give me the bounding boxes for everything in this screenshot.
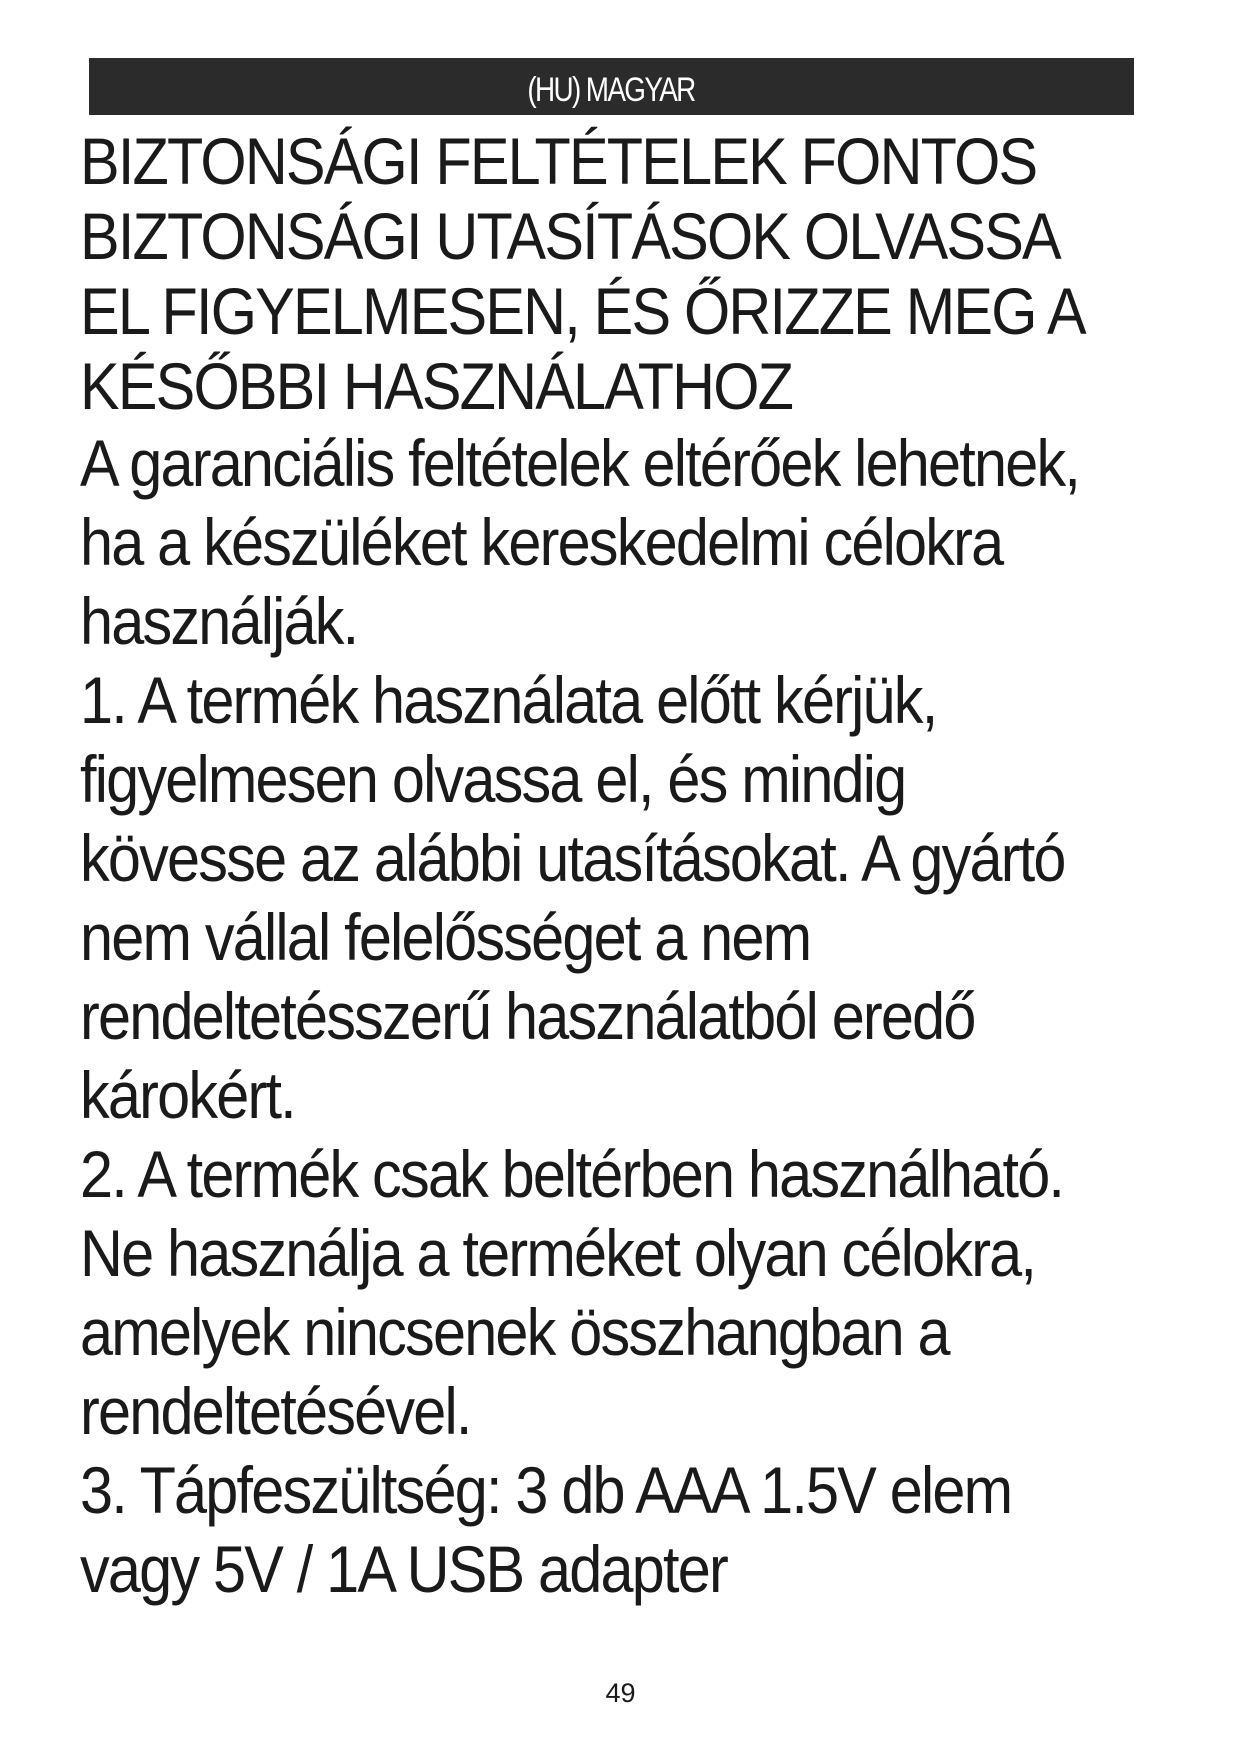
warranty-paragraph: A garanciális feltételek eltérőek lehetnek, ha a készüléket kereskedelmi célokra használják.	[80, 426, 1080, 658]
instruction-item-1: 1. A termék használata előtt kérjük, figyelmesen olvassa el, és mindig kövesse az alábbi utasításokat. A gyártó nem vállal felelősséget a nem rendeltetésszerű használatból eredő károkért.	[80, 663, 1065, 1132]
instruction-item-3: 3. Tápfeszültség: 3 db AAA 1.5V elem vagy 5V / 1A USB adapter	[80, 1453, 1012, 1606]
safety-title: BIZTONSÁGI FELTÉTELEK FONTOS BIZTONSÁGI UTASÍTÁSOK OLVASSA EL FIGYELMESEN, ÉS ŐRIZZE MEG A KÉSŐBBI HASZNÁLATHOZ	[80, 124, 1085, 423]
page-number: 49	[605, 1678, 636, 1708]
language-label: (HU) MAGYAR	[527, 70, 696, 109]
language-header-bar	[89, 58, 1134, 115]
instruction-item-2: 2. A termék csak beltérben használható. Ne használja a terméket olyan célokra, amelyek nincsenek összhangban a rendeltetésével.	[80, 1137, 1064, 1448]
page-content	[80, 124, 1170, 1609]
